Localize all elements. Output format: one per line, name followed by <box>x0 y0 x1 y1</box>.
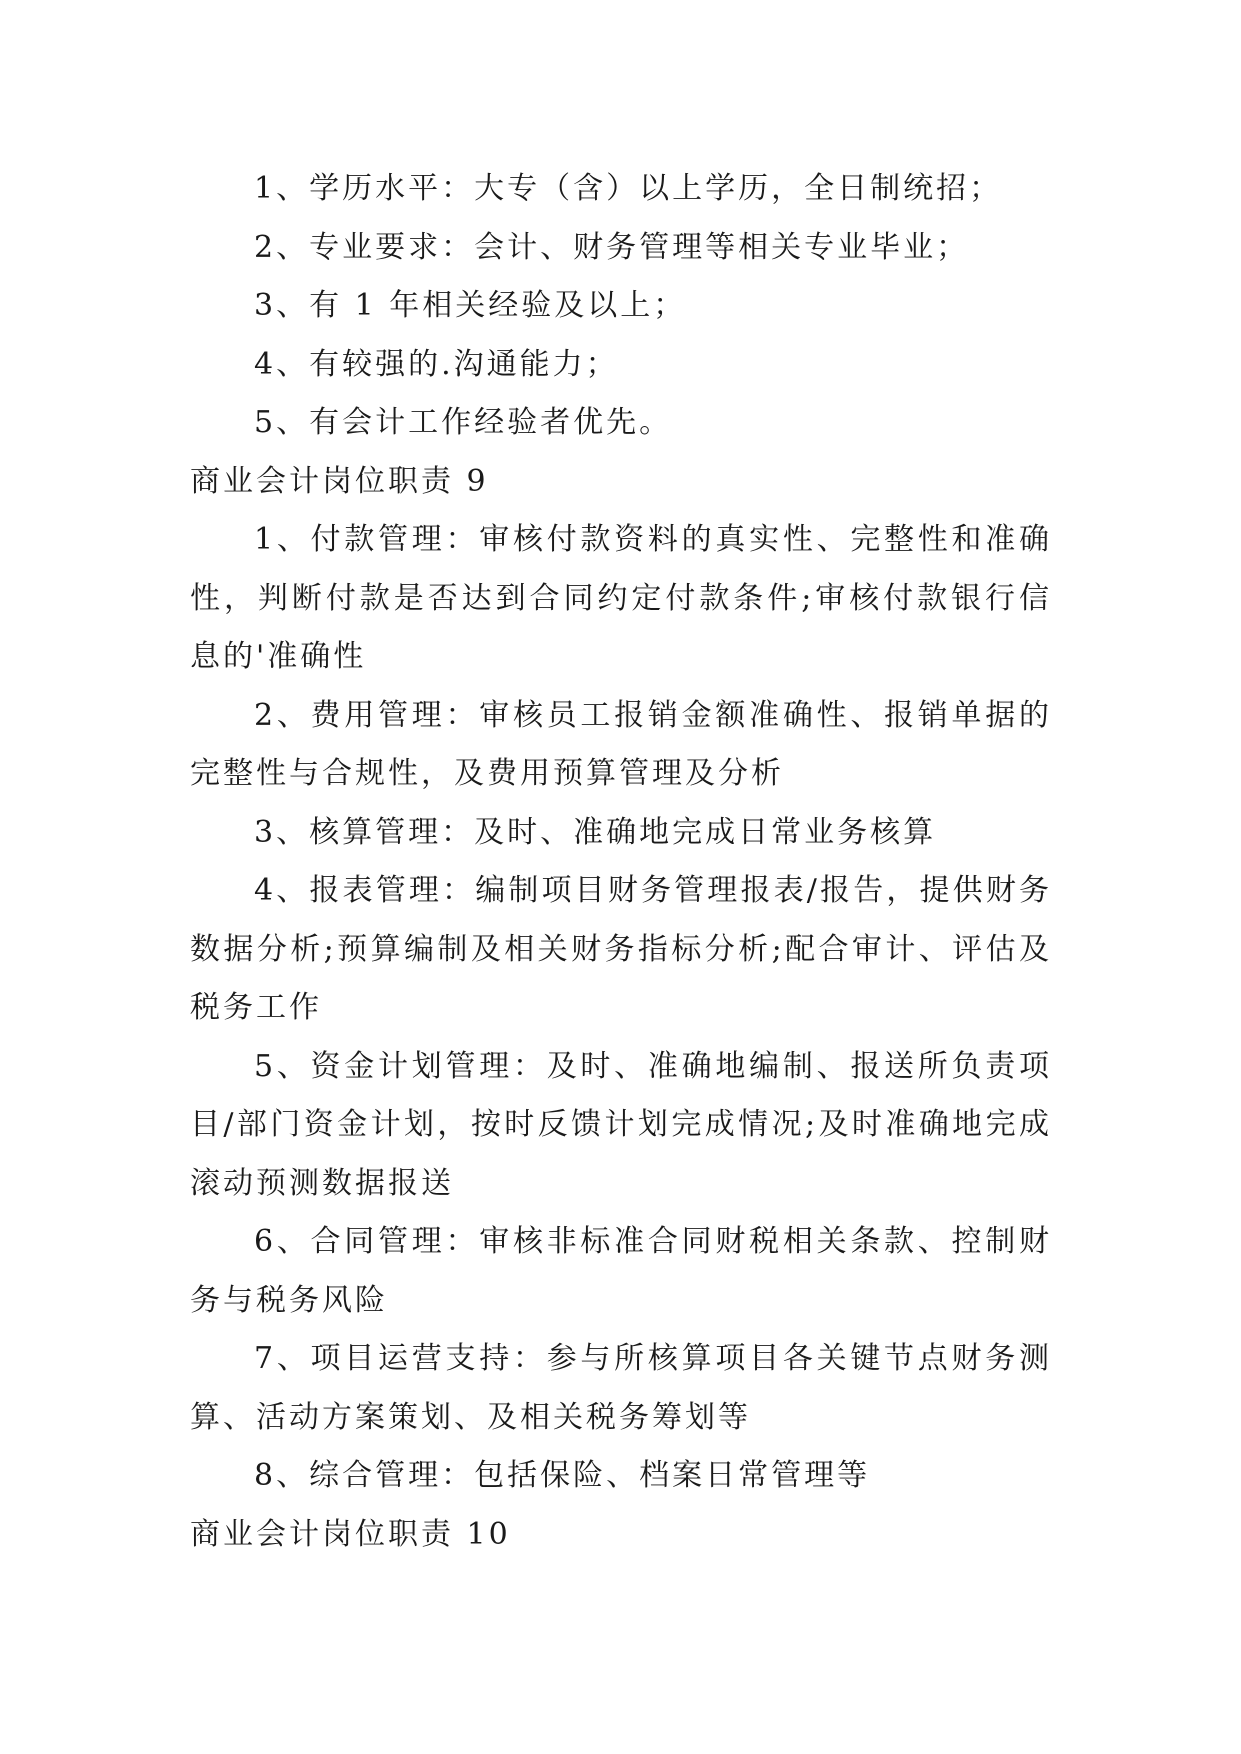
section-9-heading: 商业会计岗位职责 9 <box>190 463 489 499</box>
section-10-heading: 商业会计岗位职责 10 <box>190 1516 511 1552</box>
duty-item-4: 4、报表管理：编制项目财务管理报表/报告，提供财务数据分析;预算编制及相关财务指标分析;配合审计、评估及税务工作 <box>190 873 1052 1025</box>
duty-item-1: 1、付款管理：审核付款资料的真实性、完整性和准确性，判断付款是否达到合同约定付款条件;审核付款银行信息的'准确性 <box>190 522 1052 674</box>
requirement-item-2: 2、专业要求：会计、财务管理等相关专业毕业； <box>254 229 970 265</box>
requirement-item-1: 1、学历水平：大专（含）以上学历，全日制统招； <box>254 171 1003 206</box>
requirement-item-5: 5、有会计工作经验者优先。 <box>254 405 673 440</box>
requirement-item-3: 3、有 1 年相关经验及以上； <box>254 288 687 323</box>
duty-item-6: 6、合同管理：审核非标准合同财税相关条款、控制财务与税务风险 <box>190 1224 1052 1318</box>
requirement-item-4: 4、有较强的.沟通能力； <box>254 346 619 382</box>
duty-item-8: 8、综合管理：包括保险、档案日常管理等 <box>254 1458 871 1493</box>
duty-item-5: 5、资金计划管理：及时、准确地编制、报送所负责项目/部门资金计划，按时反馈计划完成情况;及时准确地完成滚动预测数据报送 <box>190 1048 1052 1201</box>
duty-item-2: 2、费用管理：审核员工报销金额准确性、报销单据的完整性与合规性，及费用预算管理及分析 <box>190 697 1052 791</box>
document-page <box>190 160 1052 1564</box>
duty-item-7: 7、项目运营支持：参与所核算项目各关键节点财务测算、活动方案策划、及相关税务筹划等 <box>190 1341 1052 1435</box>
duty-item-3: 3、核算管理：及时、准确地完成日常业务核算 <box>254 814 937 850</box>
